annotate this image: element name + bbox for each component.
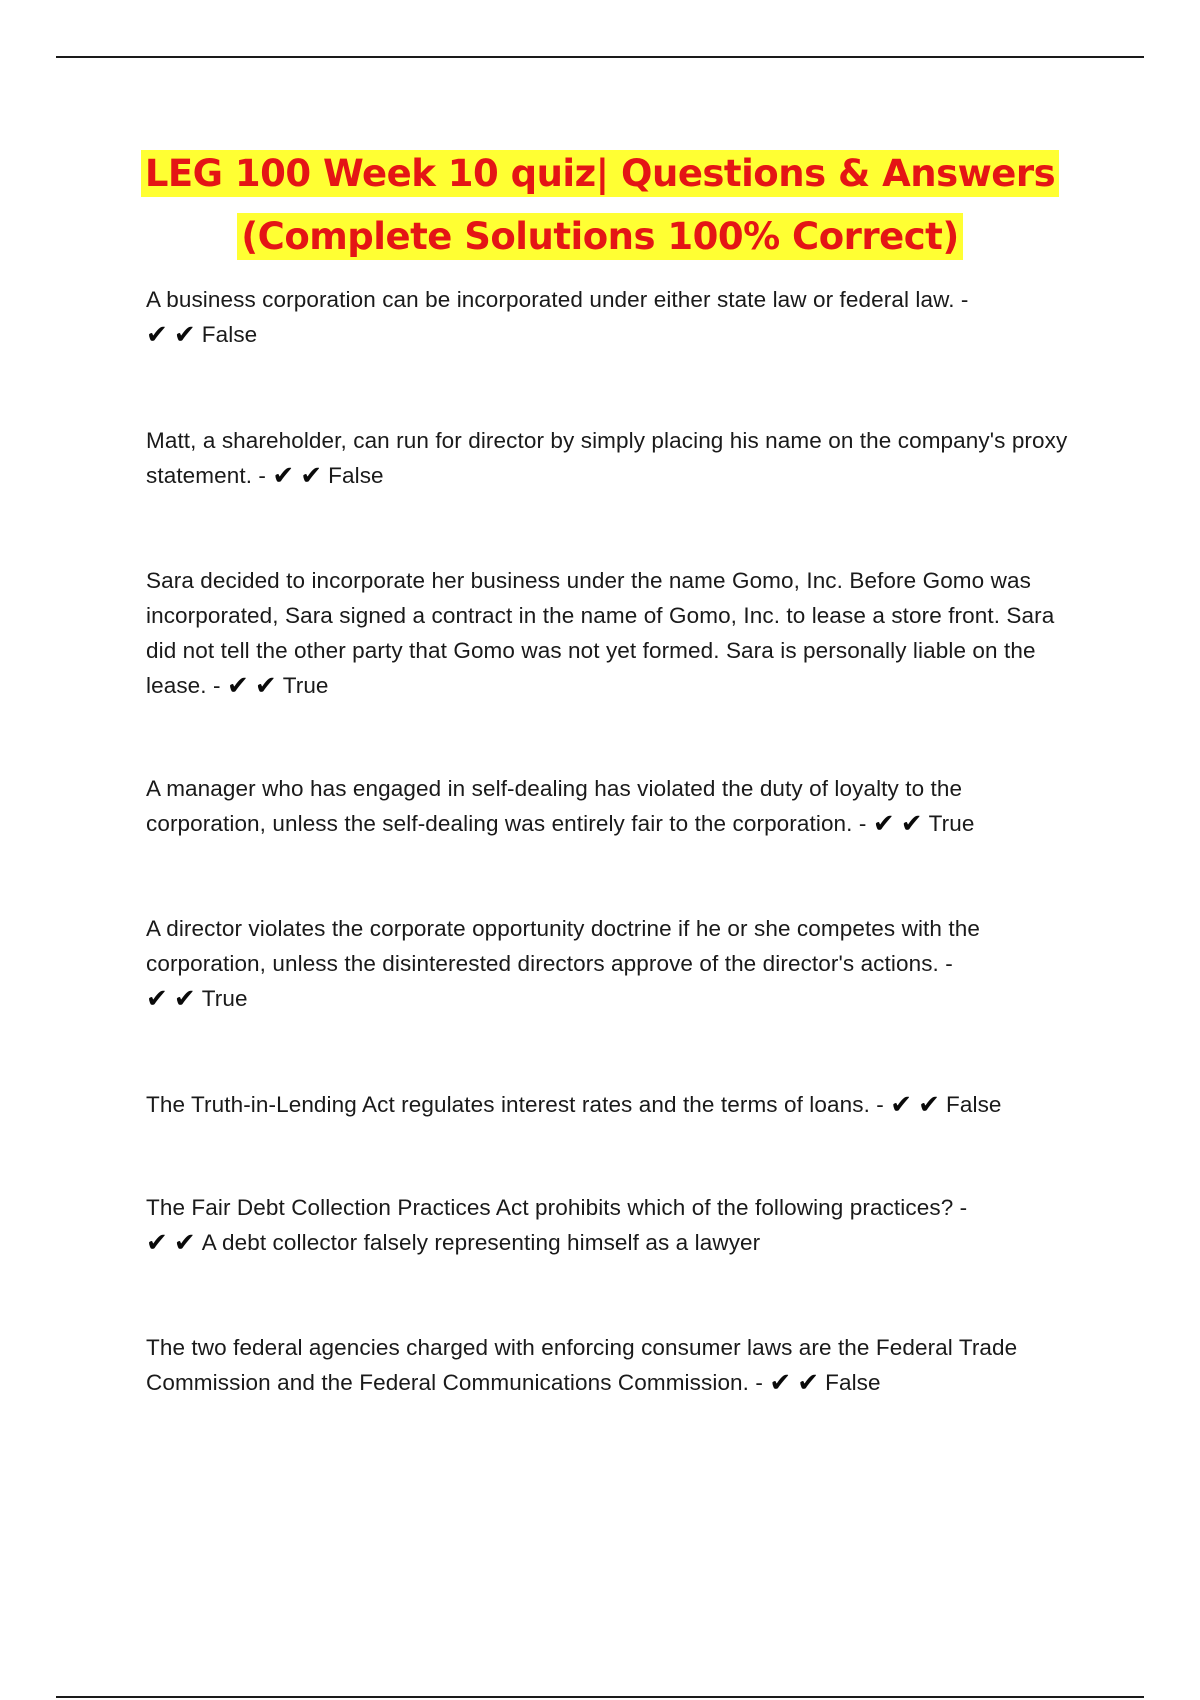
checkmark-icon: ✔ bbox=[146, 1227, 168, 1257]
checkmark-icon: ✔ bbox=[918, 1089, 941, 1119]
qa-item-5 bbox=[146, 911, 1086, 1016]
footer-rule bbox=[56, 1696, 1144, 1698]
checkmark-icon: ✔ bbox=[173, 1227, 196, 1257]
separator: - bbox=[954, 287, 969, 312]
answer-text: True bbox=[928, 811, 975, 836]
answer-text: False bbox=[825, 1370, 881, 1395]
qa-item-6 bbox=[146, 1087, 1086, 1122]
checkmark-icon: ✔ bbox=[890, 1089, 913, 1119]
qa-item-1 bbox=[146, 282, 1086, 352]
answer-text: True bbox=[282, 673, 329, 698]
checkmark-icon: ✔ bbox=[797, 1367, 820, 1397]
question-text: Sara decided to incorporate her business under the name Gomo, Inc. Before Gomo was incorporated, Sara signed a contract in the name of Gomo, Inc. to lease a store front. Sara did not tell the other party that Gomo was not yet formed. Sara is personally liable on the lease. bbox=[146, 568, 1055, 698]
answer-text: True bbox=[201, 986, 248, 1011]
checkmark-icon: ✔ bbox=[272, 460, 295, 490]
question-text: A business corporation can be incorporated under either state law or federal law. bbox=[146, 287, 955, 312]
qa-item-2 bbox=[146, 423, 1086, 493]
answer-text: A debt collector falsely representing himself as a lawyer bbox=[201, 1230, 761, 1255]
checkmark-icon: ✔ bbox=[146, 319, 168, 349]
answer-text: False bbox=[201, 322, 258, 347]
checkmark-icon: ✔ bbox=[254, 670, 277, 700]
question-text: A manager who has engaged in self-dealing has violated the duty of loyalty to the corporation, unless the self-dealing was entirely fair to the corporation. bbox=[146, 776, 963, 836]
question-text: A director violates the corporate opportunity doctrine if he or she competes with the corporation, unless the disinterested directors approve of the director's actions. bbox=[146, 916, 980, 976]
qa-item-7 bbox=[146, 1190, 1086, 1260]
separator: - bbox=[749, 1370, 770, 1395]
answer-text: False bbox=[946, 1092, 1002, 1117]
separator: - bbox=[953, 1195, 968, 1220]
question-text: Matt, a shareholder, can run for director by simply placing his name on the company's proxy statement. bbox=[146, 428, 1068, 488]
checkmark-icon: ✔ bbox=[300, 460, 323, 490]
question-text: The Truth-in-Lending Act regulates interest rates and the terms of loans. bbox=[146, 1092, 870, 1117]
question-text: The two federal agencies charged with enforcing consumer laws are the Federal Trade Commission and the Federal Communications Commission. bbox=[146, 1335, 1018, 1395]
separator: - bbox=[852, 811, 873, 836]
answer-text: False bbox=[328, 463, 384, 488]
separator: - bbox=[869, 1092, 891, 1117]
checkmark-icon: ✔ bbox=[226, 670, 249, 700]
checkmark-icon: ✔ bbox=[146, 983, 168, 1013]
title-line-1: LEG 100 Week 10 quiz| Questions & Answers bbox=[141, 150, 1059, 197]
checkmark-icon: ✔ bbox=[769, 1367, 792, 1397]
question-text: The Fair Debt Collection Practices Act prohibits which of the following practices? bbox=[146, 1195, 954, 1220]
checkmark-icon: ✔ bbox=[173, 983, 196, 1013]
qa-item-3 bbox=[146, 563, 1086, 703]
separator: - bbox=[252, 463, 273, 488]
separator: - bbox=[206, 673, 227, 698]
title-line-2: (Complete Solutions 100% Correct) bbox=[237, 213, 962, 260]
separator: - bbox=[938, 951, 953, 976]
qa-item-8 bbox=[146, 1330, 1086, 1400]
qa-item-4 bbox=[146, 771, 1086, 841]
checkmark-icon: ✔ bbox=[173, 319, 196, 349]
checkmark-icon: ✔ bbox=[872, 808, 895, 838]
checkmark-icon: ✔ bbox=[900, 808, 923, 838]
